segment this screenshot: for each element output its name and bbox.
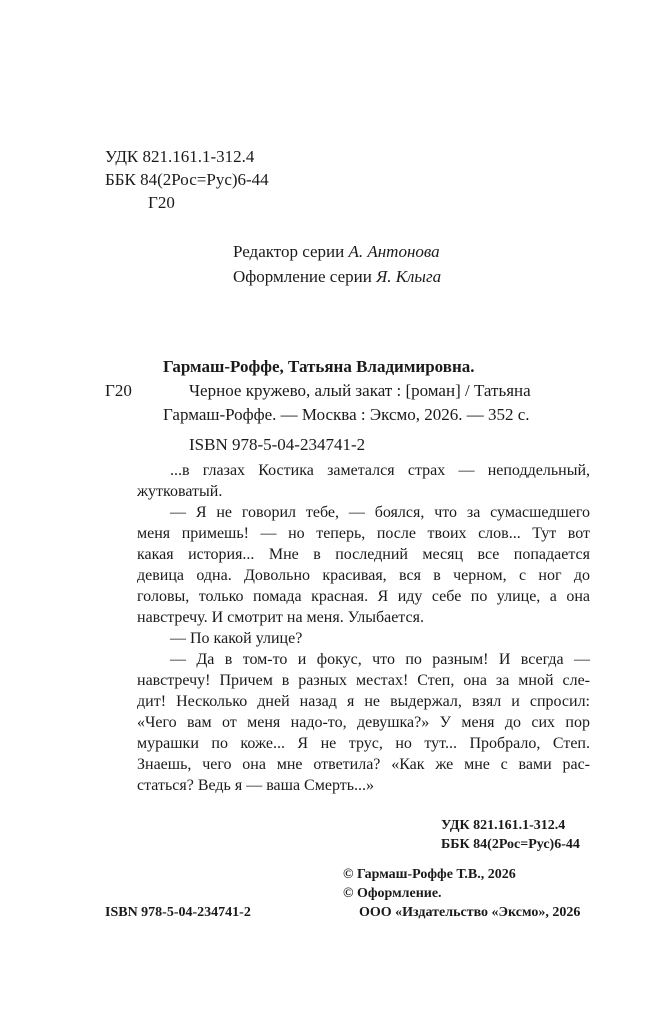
bib-title-line: Черное кружево, алый закат : [роман] / Татьяна: [189, 381, 531, 400]
annotation-line: жутковатый.: [137, 483, 223, 500]
copyright-author: © Гармаш-Роффе Т.В., 2026: [343, 867, 516, 882]
udk-code: УДК 821.161.1-312.4: [105, 147, 255, 166]
copyright-design: © Оформление.: [343, 886, 442, 901]
series-editor-label: Редактор серии: [233, 242, 345, 261]
annotation-line: мурашки по коже... Я не трус, но тут... Пробрало, Степ.: [137, 735, 590, 752]
annotation-line: статься? Ведь я — ваша Смерть...»: [137, 777, 375, 794]
author-mark: Г20: [148, 193, 175, 212]
series-design-name: Я. Клыга: [376, 267, 442, 286]
bbk-code: ББК 84(2Рос=Рус)6-44: [105, 170, 269, 189]
annotation-line: — По какой улице?: [170, 630, 303, 647]
footer-isbn: ISBN 978-5-04-234741-2: [105, 905, 251, 920]
annotation-line: Знаешь, чего она мне ответила? «Как же мне с вами рас-: [137, 756, 590, 773]
bib-isbn: ISBN 978-5-04-234741-2: [189, 435, 366, 454]
bottom-bbk: ББК 84(2Рос=Рус)6-44: [441, 837, 580, 852]
annotation-line: головы, только помада красная. Я иду себе по улице, а она: [137, 588, 590, 605]
annotation-line: навстречу! Причем в разных местах! Степ, она за мной сле-: [137, 672, 590, 689]
annotation-line: меня примешь! — но теперь, после твоих слов... Тут вот: [137, 525, 590, 542]
annotation: [137, 460, 590, 796]
series-design-label: Оформление серии: [233, 267, 372, 286]
copyright-publisher: ООО «Издательство «Эксмо», 2026: [359, 905, 581, 920]
series-design: [233, 266, 441, 287]
bib-author: Гармаш-Роффе, Татьяна Владимировна.: [163, 357, 475, 376]
bib-code: Г20: [105, 381, 132, 400]
annotation-line: «Чего вам от меня надо-то, девушка?» У меня до сих пор: [137, 714, 590, 731]
annotation-line: навстречу. И смотрит на меня. Улыбается.: [137, 609, 424, 626]
annotation-line: девица одна. Довольно красивая, вся в черном, с ног до: [137, 567, 590, 584]
annotation-line: какая история... Мне в последний месяц все попадается: [137, 546, 590, 563]
series-editor-name: А. Антонова: [348, 242, 440, 261]
annotation-line: ...в глазах Костика заметался страх — неподдельный,: [170, 462, 590, 479]
bib-imprint-line: Гармаш-Роффе. — Москва : Эксмо, 2026. — 352 с.: [163, 405, 530, 424]
annotation-line: — Я не говорил тебе, — боялся, что за сумасшедшего: [170, 504, 590, 521]
bottom-udk: УДК 821.161.1-312.4: [441, 818, 566, 833]
annotation-line: дит! Несколько дней назад я не выдержал, взял и спросил:: [137, 693, 590, 710]
series-editor: [233, 241, 440, 262]
annotation-line: — Да в том-то и фокус, что по разным! И всегда —: [170, 651, 590, 668]
